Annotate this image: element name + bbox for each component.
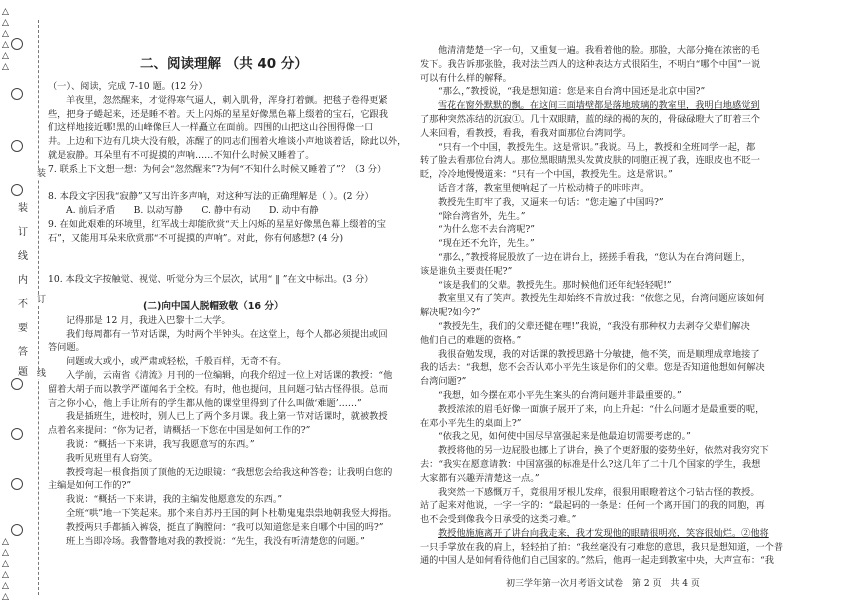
text-line: 一只手掌放在我的肩上，轻轻拍了拍：“我丝毫没有刁难您的意思，我只是想知道，一个普 bbox=[420, 541, 784, 553]
text-line: 在邓小平先生的桌面上?” bbox=[420, 417, 522, 429]
text-line: 主编是如何工作的?” bbox=[48, 480, 132, 492]
triangle-marker: △ bbox=[2, 581, 9, 591]
text-line: “那么，”教授说，“我是想知道：您是来自台湾中国还是北京中国?” bbox=[438, 86, 706, 98]
text-line: 大家都有兴趣弄清楚这一点。” bbox=[420, 472, 540, 484]
triangle-marker: △ bbox=[2, 40, 9, 50]
text-line: 我是插班生，进校时，别人已上了两个多月课。我上第一节对话课时，就被教授 bbox=[66, 411, 388, 423]
underlined-line: 教授他施施离开了讲台向我走来，我才发现他的眼睛很明亮，笑容很灿烂。②他将 bbox=[438, 527, 769, 539]
text-line: 站了起来对他说，一字一字的：“最起码的一条是：任何一个离开国门的我的同胞，再 bbox=[420, 500, 765, 512]
reading-subtitle: (二)向中国人脱帽致敬（16 分） bbox=[143, 301, 284, 312]
text-line: 台湾问题?” bbox=[420, 376, 467, 388]
text-line: “只有一个中国，教授先生。这是常识。”我说。马上，教授和全班同学一起，都 bbox=[438, 141, 756, 153]
text-line: 他们自己的难题的资格。” bbox=[420, 334, 522, 346]
text-line: 们这样地接近哪!黑的山峰像巨人一样矗立在面前。四围的山把这山谷围得像一口 bbox=[48, 122, 374, 134]
text-line: 石”，又能用耳朵来欣赏那“不可捉摸的声响”。对此，你有何感想? (4 分) bbox=[48, 232, 344, 244]
text-line: “该是我们的父辈。教授先生。那时候他们还年纪轻轻呢!” bbox=[438, 279, 672, 291]
text-line: 我听见班里有人窃笑。 bbox=[66, 452, 158, 464]
binding-note-char: 订 bbox=[18, 227, 28, 238]
binding-side-label: 装 bbox=[37, 169, 47, 179]
text-line: 教授浓浓的眉毛好像一面旗子展开了来，向上升起：“什么问题才是最重要的呢， bbox=[438, 403, 765, 415]
binding-hole bbox=[11, 184, 23, 196]
answer-space bbox=[48, 177, 403, 191]
binding-margin bbox=[0, 0, 46, 607]
text-line: 他清清楚楚一字一句，又重复一遍。我看着他的脸。那脸，大部分掩在浓密的毛 bbox=[438, 45, 760, 56]
text-line: 问题或大或小，或严肃或轻松，千般百样，无奇不有。 bbox=[66, 356, 287, 368]
binding-note-char: 答 bbox=[18, 347, 28, 358]
question-7: 7. 联系上下文想一想：为何会“忽然醒来”?为何“不知什么时候又睡着了”？（3 分） bbox=[48, 163, 387, 175]
triangle-marker: △ bbox=[2, 592, 9, 602]
text-line: 了那种突然冻结的沉寂①。几十双眼睛，蓝的绿的褐的灰的，骨碌碌瞪大了盯着三个 bbox=[420, 113, 760, 125]
binding-side-label: 线 bbox=[37, 369, 47, 379]
text-line: 我说：“概括一下来讲，我的主编发他愿意发的东西。” bbox=[66, 494, 283, 506]
text-line: 就是寂静。耳朵里有不可捉摸的声响……不知什么时候又睡着了。 bbox=[48, 149, 315, 161]
text-line: 教授先生盯牢了我，又逼来一句话：“您走遍了中国吗?” bbox=[438, 196, 664, 208]
triangle-marker: △ bbox=[2, 29, 9, 39]
text-line: 通的中国人是如何看待他们自己国家的。”然后，他再一起走到教室中央，大声宣布：“我 bbox=[420, 555, 774, 567]
question-10: 10. 本段文字按触觉、视觉、听觉分为三个层次，试用“ ‖ ”在文中标出。(3 分） bbox=[48, 274, 374, 286]
text-line: 我突然一下感慨万千，竟很用牙根儿发痒，很狠用眼瞪着这个刁钻古怪的教授。 bbox=[438, 486, 760, 498]
binding-side-label: 订 bbox=[37, 295, 47, 305]
text-line: 我说：“概括一下来讲，我写我愿意写的东西。” bbox=[66, 438, 255, 450]
answer-space bbox=[48, 259, 403, 273]
text-line: “除台湾省外，先生。” bbox=[438, 210, 526, 222]
text-line: 教授弯起一根食指顶了顶他的无边眼镜：“我想您会给我这种答卷；让我明白您的 bbox=[66, 466, 393, 478]
text-line: 教室里又有了笑声。教授先生却始终不肯放过我：“依您之见，台湾问题应该如何 bbox=[438, 293, 765, 305]
triangle-marker: △ bbox=[2, 7, 9, 17]
binding-hole bbox=[11, 428, 23, 440]
text-line: 教授将他的另一边屁股也挪上了讲台，换了个更舒服的姿势坐好，依然对我穷究下 bbox=[438, 445, 769, 457]
triangle-marker: △ bbox=[2, 559, 9, 569]
right-reading-continued bbox=[420, 44, 850, 568]
text-line: “依我之见，如何使中国尽早富强起来是他最迫切需要考虑的。” bbox=[438, 431, 691, 443]
triangle-marker: △ bbox=[2, 570, 9, 580]
text-line: 些，把身子蜷起来，还是睡不着。天上闪烁的星星好像黑色幕上缀着的宝石，它跟我 bbox=[48, 108, 388, 120]
binding-note-char: 装 bbox=[18, 203, 28, 214]
text-line: 井。上边和下边有几块大没有般，冻醒了的同志们围着火堆谈小声地谈着话，除此以外， bbox=[48, 136, 407, 148]
text-line: 记得那是 12 月，我进入巴黎十二大学。 bbox=[66, 314, 231, 326]
triangle-marker: △ bbox=[2, 537, 9, 547]
binding-hole bbox=[11, 478, 23, 490]
text-line: （一）、阅读，完成 7-10 题。(12 分） bbox=[48, 81, 208, 92]
left-reading-two bbox=[48, 300, 403, 548]
text-line: 我们每周都有一节对话课，为时两个半钟头。在这堂上，每个人都必须提出或回 bbox=[66, 328, 388, 340]
text-line: “现在还不允许，先生。” bbox=[438, 238, 535, 250]
binding-note-char: 要 bbox=[18, 323, 28, 334]
binding-hole bbox=[11, 524, 23, 536]
text-line: 转了脸去看那位台湾人。那位黑眼睛黑头发黄皮肤的同胞正视了我，连眼皮也不眨一 bbox=[420, 155, 760, 167]
question-9: 9. 在如此艰难的环境里，红军战士却能欣赏“天上闪烁的星星好像黑色幕上缀着的宝 bbox=[48, 218, 386, 230]
triangle-marker: △ bbox=[2, 62, 9, 72]
text-line: 入学前，云南省《清流》月刊的一位编辑，向我介绍过一位上对话课的教授：“他 bbox=[66, 369, 393, 381]
text-line: 解决呢?如今?” bbox=[420, 307, 481, 319]
binding-hole bbox=[11, 38, 23, 50]
text-line: 羊夜里，忽然醒来，才觉得寒气逼人，刺入肌骨，浑身打着颤。把毯子卷得更紧 bbox=[66, 94, 388, 106]
text-line: 该是谁负主要责任呢?” bbox=[420, 265, 513, 277]
binding-note-char: 题 bbox=[18, 367, 28, 378]
binding-note-char: 不 bbox=[18, 299, 28, 310]
binding-hole bbox=[11, 378, 23, 390]
text-line: 发下。我告诉那张脸，我对法兰西人的这种表达方式很陌生，不明白“哪个中国”一说 bbox=[420, 58, 761, 70]
text-line: “教授先生，我们的父辈还健在哩!”我说，“我没有那种权力去剥夺父辈们解决 bbox=[438, 320, 750, 332]
text-line: 班上当即冷场。我瞥瞥地对我的教授说：“先生，我没有听清楚您的问题。” bbox=[66, 535, 365, 547]
text-line: 也不会受到像我今日承受的这类刁难。” bbox=[420, 514, 577, 526]
question-8-options: A. 前后矛盾 B. 以动写静 C. 静中有动 D. 动中有静 bbox=[66, 205, 319, 217]
text-line: 我很奋勉发现，我的对话课的教授思路十分敏捷，他不笑，而是顺理成章地接了 bbox=[438, 348, 760, 360]
underlined-line: 雪花在窗外默默的飘。在这间三面墙壁都是落地玻璃的教室里，我明白地感觉到 bbox=[438, 100, 760, 112]
text-line: 答问题。 bbox=[48, 342, 85, 354]
text-line: 我的话去：“我想，您不会否认邓小平先生该是你们的父辈。您是否知道他想如何解决 bbox=[420, 362, 765, 374]
text-line: “我想，如今摆在邓小平先生案头的台湾问题并非最重要的。” bbox=[438, 389, 682, 401]
text-line: “为什么您不去台湾呢?” bbox=[438, 224, 536, 236]
answer-space bbox=[48, 246, 403, 260]
text-line: 可以有什么样的解释。 bbox=[420, 72, 512, 84]
text-line: 人来回看，看教授，看我，看我对面那位台湾同学。 bbox=[420, 127, 632, 139]
question-8: 8. 本段文字因我“寂静”又写出许多声响，对这种写法的正确理解是（ ）。(2 分） bbox=[48, 191, 374, 203]
triangle-marker: △ bbox=[2, 18, 9, 28]
text-line: 教授两只手都插入裤袋，挺直了胸膛问：“我可以知道您是来自哪个中国的吗?” bbox=[66, 521, 384, 533]
text-line: 言之你小心，他上手让所有的学生都从他的课堂里得到了什么叫做‘难题’……” bbox=[48, 397, 362, 409]
section-title: 二、阅读理解 （共 40 分） bbox=[140, 56, 308, 72]
text-line: 全班“哄”地一下笑起来。那个来自苏丹王国的阿卜杜勒鬼鬼祟祟地朝我竖大拇指。 bbox=[66, 507, 397, 519]
text-line: “那么，”教授将屁股放了一边在讲台上，搓搓手看我，“您认为在台湾问题上， bbox=[438, 251, 751, 263]
text-line: 点着名来提问：“你为记者，请概括一下您在中国是如何工作的?” bbox=[48, 425, 311, 437]
left-reading-one bbox=[48, 80, 407, 287]
binding-hole bbox=[11, 88, 23, 100]
binding-dashed-line bbox=[38, 20, 39, 595]
binding-hole bbox=[11, 140, 23, 152]
binding-note-char: 线 bbox=[18, 251, 28, 262]
binding-note-char: 内 bbox=[18, 275, 28, 286]
page-footer: 初三学年第一次月考语文试卷 第 2 页 共 4 页 bbox=[506, 579, 700, 589]
text-line: 留着大胡子而以教学严谨闻名于全校。有时，他也提问，且问题刁钻古怪得很。总而 bbox=[48, 383, 388, 395]
triangle-marker: △ bbox=[2, 548, 9, 558]
triangle-marker: △ bbox=[2, 51, 9, 61]
text-line: 去：“我实在愿意请教：中国富强的标准是什么?这几年了二十几个国家的学生，我想 bbox=[420, 458, 761, 470]
text-line: 眨，冷冷地慢慢道来：“只有一个中国，教授先生。这是常识。” bbox=[420, 169, 673, 181]
text-line: 话音才落，教室里便响起了一片松动椅子的咔咔声。 bbox=[438, 182, 650, 194]
